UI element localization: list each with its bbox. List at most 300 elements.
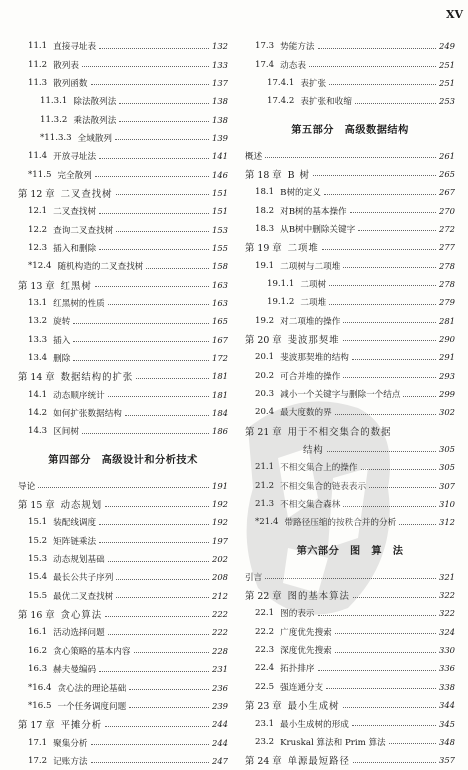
toc-section-entry	[245, 678, 455, 696]
toc-section-entry	[245, 477, 455, 495]
page-ref: 357	[439, 755, 455, 766]
part-heading: 第五部分 高级数据结构	[291, 124, 409, 136]
dot-leader	[352, 359, 436, 360]
page-ref: 344	[439, 700, 455, 711]
dot-leader	[329, 304, 436, 305]
toc-section-entry	[18, 37, 228, 55]
dot-leader	[146, 268, 209, 269]
page-ref: 158	[212, 261, 228, 272]
page-ref: 330	[439, 645, 455, 656]
section-title: 二项树	[300, 279, 327, 290]
dot-leader	[115, 139, 209, 140]
toc-section-entry	[245, 659, 455, 677]
toc-section-entry	[18, 550, 228, 568]
chapter-number: 第 23 章	[245, 701, 282, 713]
page-ref: 278	[439, 278, 455, 289]
page-ref: 299	[439, 389, 455, 400]
section-title: B树的定义	[280, 188, 321, 199]
page-ref: 153	[212, 224, 228, 235]
section-number: 18.3	[255, 223, 275, 234]
dot-leader	[399, 524, 436, 525]
page-ref: 228	[212, 645, 228, 656]
section-number: 21.1	[255, 462, 275, 473]
section-number: 19.1	[255, 260, 275, 271]
page-ref: 345	[439, 718, 455, 729]
dot-leader	[119, 121, 209, 122]
toc-chapter-entry	[245, 422, 455, 440]
dot-leader	[116, 194, 209, 195]
section-number: 17.2	[28, 755, 48, 766]
chapter-title: 动态规划	[60, 500, 103, 512]
chapter-title: 红黑树	[60, 280, 92, 292]
toc-section-entry	[18, 312, 228, 330]
toc-section-entry	[245, 568, 455, 586]
section-number: 17.4.1	[267, 77, 295, 88]
dot-leader	[326, 688, 436, 689]
toc-section-entry	[245, 403, 455, 421]
toc-right-column	[245, 37, 455, 769]
dot-leader	[136, 378, 209, 379]
page-ref: 244	[212, 737, 228, 748]
page-ref: 251	[439, 59, 455, 70]
section-title: 不相交集合的链表表示	[280, 481, 367, 492]
dot-leader	[129, 707, 209, 708]
page-ref: 278	[439, 260, 455, 271]
section-number: 13.1	[28, 297, 48, 308]
section-number: *21.4	[255, 517, 279, 528]
dot-leader	[91, 744, 209, 745]
chapter-title: 最小生成树	[287, 701, 340, 713]
section-number: *16.4	[28, 682, 52, 693]
chapter-title: 平摊分析	[60, 720, 103, 732]
section-title: 全域散列	[77, 133, 113, 144]
section-title: 对二项堆的操作	[280, 316, 341, 327]
page-ref: 305	[439, 444, 455, 455]
section-title: 拓扑排序	[280, 664, 315, 675]
section-title: 强连通分支	[280, 682, 324, 693]
dot-leader	[318, 48, 436, 49]
dot-leader	[105, 616, 209, 617]
toc-chapter-entry	[18, 605, 228, 623]
toc-section-entry	[245, 201, 455, 219]
section-title: 减小一个关键字与删除一个结点	[280, 390, 401, 401]
section-title: 聚集分析	[53, 738, 88, 749]
section-number: 14.2	[28, 408, 48, 419]
dot-leader	[313, 175, 436, 176]
section-title: 贪心策略的基本内容	[53, 646, 131, 657]
section-title: 插入和删除	[53, 243, 97, 254]
section-title: 动态表	[280, 60, 306, 71]
toc-chapter-entry	[245, 751, 455, 769]
page-ref: 338	[439, 681, 455, 692]
toc-section-entry	[18, 623, 228, 641]
section-title: 斐波那契堆的结构	[280, 353, 349, 364]
dot-leader	[108, 634, 209, 635]
chapter-title: 斐波那契堆	[287, 334, 340, 346]
page-ref: 155	[212, 242, 228, 253]
section-number: 13.4	[28, 353, 48, 364]
section-title: 散列表	[53, 60, 79, 71]
dot-leader	[343, 707, 436, 708]
page-ref: 184	[212, 408, 228, 419]
toc-section-entry	[245, 256, 455, 274]
section-title: 二项堆	[300, 298, 327, 309]
chapter-number: 第 19 章	[245, 243, 282, 255]
dot-leader	[265, 578, 436, 579]
toc-section-entry	[18, 92, 228, 110]
dot-leader	[343, 322, 436, 323]
dot-leader	[335, 652, 436, 653]
toc-chapter-entry	[18, 275, 228, 293]
section-number: 17.4.2	[267, 96, 295, 107]
dot-leader	[99, 213, 209, 214]
page-ref: 222	[212, 609, 228, 620]
page-ref: 132	[212, 41, 228, 52]
page-ref: 208	[212, 572, 228, 583]
dot-leader	[38, 487, 209, 488]
page-ref: 151	[212, 206, 228, 217]
dot-leader	[116, 231, 209, 232]
page-ref: 186	[212, 426, 228, 437]
section-title: 图的表示	[280, 609, 315, 620]
section-number: 19.1.2	[267, 297, 295, 308]
section-title: 随机构造的二叉查找树	[57, 262, 144, 273]
toc-section-entry	[18, 147, 228, 165]
page-ref: 172	[212, 353, 228, 364]
toc-section-entry	[18, 239, 228, 257]
dot-leader	[95, 286, 209, 287]
page-ref: 302	[439, 407, 455, 418]
toc-section-entry	[18, 220, 228, 238]
section-number: 17.1	[28, 737, 48, 748]
dot-leader	[353, 597, 436, 598]
page-ref: 165	[212, 316, 228, 327]
chapter-title: 贪心算法	[60, 610, 103, 622]
toc-section-entry	[18, 349, 228, 367]
page-ref: 133	[212, 59, 228, 70]
dot-leader	[343, 340, 436, 341]
chapter-title-continued: 结构	[303, 445, 324, 457]
page-ref: 251	[439, 77, 455, 88]
section-title: 表扩张和收缩	[300, 97, 352, 108]
toc-chapter-entry-continued	[245, 440, 455, 458]
section-number: 导论	[18, 481, 36, 492]
section-title: 最长公共子序列	[53, 573, 114, 584]
toc-section-entry	[18, 404, 228, 422]
dot-leader	[73, 341, 209, 342]
section-number: 15.3	[28, 554, 48, 565]
dot-leader	[352, 725, 436, 726]
section-number: 13.2	[28, 316, 48, 327]
section-title: 不相交集合上的操作	[280, 463, 358, 474]
dot-leader	[335, 414, 436, 415]
part-heading: 第六部分 图 算 法	[296, 546, 404, 558]
toc-section-entry	[245, 458, 455, 476]
page-ref: 293	[439, 370, 455, 381]
toc-section-entry	[245, 367, 455, 385]
section-number: 引言	[245, 572, 263, 583]
dot-leader	[327, 451, 436, 452]
dot-leader	[99, 48, 209, 49]
section-number: 12.2	[28, 224, 48, 235]
section-title: 直接寻址表	[53, 42, 97, 53]
page-ref: 270	[439, 205, 455, 216]
section-title: 查询二叉查找树	[53, 225, 114, 236]
toc-section-entry	[245, 92, 455, 110]
page-ref: 305	[439, 462, 455, 473]
section-title: 乘法散列法	[73, 115, 117, 126]
toc-section-entry	[18, 678, 228, 696]
section-title: Kruskal 算法和 Prim 算法	[280, 737, 386, 748]
section-title: 最大度数的界	[280, 408, 332, 419]
page-ref: 244	[212, 719, 228, 730]
section-number: 20.3	[255, 389, 275, 400]
page-ref: 307	[439, 480, 455, 491]
page-ref: 322	[439, 608, 455, 619]
section-number: 22.3	[255, 645, 275, 656]
chapter-number: 第 15 章	[18, 500, 55, 512]
dot-leader	[82, 66, 209, 67]
toc-section-entry	[18, 587, 228, 605]
toc-chapter-entry	[245, 165, 455, 183]
dot-leader	[309, 66, 436, 67]
dot-leader	[129, 689, 209, 690]
dot-leader	[99, 542, 209, 543]
section-title: 深度优先搜索	[280, 646, 332, 657]
toc-chapter-entry	[245, 696, 455, 714]
dot-leader	[343, 506, 436, 507]
dot-leader	[355, 103, 436, 104]
dot-leader	[265, 157, 436, 158]
page-ref: 141	[212, 151, 228, 162]
page-ref: 167	[212, 334, 228, 345]
dot-leader	[361, 469, 437, 470]
section-title: 如何扩张数据结构	[53, 409, 122, 420]
section-number: 12.1	[28, 206, 48, 217]
section-number: *11.3.3	[40, 132, 72, 143]
section-title: 开放寻址法	[53, 152, 97, 163]
toc-section-entry	[18, 74, 228, 92]
dot-leader	[324, 194, 436, 195]
section-title: 记账方法	[53, 756, 88, 767]
toc-section-entry	[245, 641, 455, 659]
page-ref: 202	[212, 554, 228, 565]
section-number: 15.2	[28, 535, 48, 546]
page-ref: 322	[439, 590, 455, 601]
section-number: 20.1	[255, 352, 275, 363]
toc-section-entry	[18, 697, 228, 715]
toc-section-entry	[18, 660, 228, 678]
page-ref: 146	[212, 169, 228, 180]
toc-section-entry	[245, 220, 455, 238]
toc-section-entry	[18, 386, 228, 404]
chapter-title: 单源最短路径	[287, 756, 350, 768]
section-number: 22.4	[255, 663, 275, 674]
toc-section-entry	[18, 752, 228, 770]
section-number: 21.2	[255, 480, 275, 491]
section-number: 11.3.1	[40, 96, 68, 107]
page-ref: 138	[212, 96, 228, 107]
dot-leader	[322, 249, 436, 250]
section-number: *11.5	[28, 169, 52, 180]
dot-leader	[119, 103, 209, 104]
toc-section-entry	[245, 74, 455, 92]
dot-leader	[369, 487, 436, 488]
toc-section-entry	[245, 495, 455, 513]
toc-section-entry	[245, 275, 455, 293]
toc-section-entry	[245, 37, 455, 55]
dot-leader	[99, 158, 209, 159]
chapter-title: 二项堆	[287, 243, 319, 255]
section-title: 动态规划基础	[53, 555, 105, 566]
chapter-title: B 树	[287, 169, 310, 181]
section-title: 不相交集合森林	[280, 500, 341, 511]
dot-leader	[99, 524, 209, 525]
section-number: 20.4	[255, 407, 275, 418]
dot-leader	[82, 433, 209, 434]
dot-leader	[318, 615, 436, 616]
toc-section-entry	[18, 568, 228, 586]
dot-leader	[403, 396, 436, 397]
chapter-number: 第 16 章	[18, 610, 55, 622]
section-number: 22.2	[255, 626, 275, 637]
page-ref: 290	[439, 333, 455, 344]
dot-leader	[105, 506, 209, 507]
page-ref: 139	[212, 132, 228, 143]
dot-leader	[108, 561, 209, 562]
page-ref: 321	[439, 571, 455, 582]
chapter-number: 第 18 章	[245, 169, 282, 181]
page-ref: 247	[212, 755, 228, 766]
page-ref: 336	[439, 663, 455, 674]
section-title: 表扩张	[300, 78, 327, 89]
page-ref: 279	[439, 297, 455, 308]
section-title: 矩阵链乘法	[53, 536, 97, 547]
dot-leader	[350, 212, 436, 213]
section-number: 12.3	[28, 242, 48, 253]
chapter-number: 第 12 章	[18, 188, 55, 200]
page-ref: 212	[212, 590, 228, 601]
page-ref: 249	[439, 41, 455, 52]
toc-chapter-entry	[245, 586, 455, 604]
section-number: 15.4	[28, 572, 48, 583]
page-ref: 312	[439, 517, 455, 528]
section-title: 删除	[53, 354, 71, 365]
page-ref: 192	[212, 517, 228, 528]
dot-leader	[329, 84, 436, 85]
dot-leader	[105, 726, 209, 727]
chapter-number: 第 20 章	[245, 334, 282, 346]
page-ref: 281	[439, 315, 455, 326]
section-number: 20.2	[255, 370, 275, 381]
section-title: 从B树中删除关键字	[280, 224, 356, 235]
page-ref: 181	[212, 371, 228, 382]
page-ref: 272	[439, 223, 455, 234]
page-ref: 261	[439, 150, 455, 161]
chapter-title: 用于不相交集合的数据	[287, 426, 392, 438]
section-title: 装配线调度	[53, 518, 97, 529]
dot-leader	[95, 176, 209, 177]
toc-section-entry	[18, 642, 228, 660]
dot-leader	[73, 360, 209, 361]
toc-chapter-entry	[245, 330, 455, 348]
chapter-title: 数据结构的扩张	[60, 372, 134, 384]
dot-leader	[116, 579, 209, 580]
dot-leader	[353, 762, 436, 763]
page-ref: 236	[212, 682, 228, 693]
toc-chapter-entry	[18, 495, 228, 513]
toc-left-column	[18, 37, 228, 770]
section-title: 对B树的基本操作	[280, 206, 347, 217]
section-number: 11.4	[28, 151, 48, 162]
section-number: 22.5	[255, 681, 275, 692]
section-number: 19.1.1	[267, 278, 295, 289]
dot-leader	[99, 249, 209, 250]
toc-section-entry	[245, 513, 455, 531]
section-number: 17.4	[255, 59, 275, 70]
section-number: 11.3	[28, 77, 48, 88]
toc-section-entry	[18, 422, 228, 440]
section-title: 可合并堆的操作	[280, 371, 341, 382]
toc-section-entry	[245, 293, 455, 311]
page-ref: 231	[212, 664, 228, 675]
section-title: 一个任务调度问题	[57, 701, 127, 712]
page-ref: 181	[212, 389, 228, 400]
section-title: 动态顺序统计	[53, 390, 105, 401]
section-title: 散列函数	[53, 78, 88, 89]
section-number: *12.4	[28, 261, 52, 272]
toc-chapter-entry	[18, 184, 228, 202]
toc-section-entry	[245, 348, 455, 366]
toc-section-entry	[18, 513, 228, 531]
chapter-number: 第 22 章	[245, 591, 282, 603]
section-number: 14.1	[28, 389, 48, 400]
section-number: 16.3	[28, 664, 48, 675]
dot-leader	[389, 743, 436, 744]
section-title: 势能方法	[280, 42, 315, 53]
section-title: 带路径压缩的按秩合并的分析	[284, 518, 397, 529]
section-title: 活动选择问题	[53, 628, 105, 639]
toc-section-entry	[18, 532, 228, 550]
dot-leader	[329, 285, 436, 286]
section-number: 11.1	[28, 41, 48, 52]
toc-section-entry	[18, 331, 228, 349]
dot-leader	[91, 762, 209, 763]
section-number: 16.1	[28, 627, 48, 638]
chapter-title: 图的基本算法	[287, 591, 350, 603]
section-number: 23.2	[255, 736, 275, 747]
page-ref: 151	[212, 187, 228, 198]
page-ref: 265	[439, 168, 455, 179]
section-number: 18.2	[255, 205, 275, 216]
chapter-number: 第 17 章	[18, 720, 55, 732]
page-number: XV	[446, 8, 464, 21]
toc-section-entry	[18, 110, 228, 128]
page-ref: 277	[439, 242, 455, 253]
toc-section-entry	[245, 183, 455, 201]
section-title: 红黑树的性质	[53, 298, 105, 309]
chapter-number: 第 21 章	[245, 426, 282, 438]
section-title: 最优二叉查找树	[53, 591, 114, 602]
page-ref: 222	[212, 627, 228, 638]
toc-section-entry	[18, 257, 228, 275]
page-ref: 324	[439, 626, 455, 637]
section-number: *16.5	[28, 700, 52, 711]
dot-leader	[108, 304, 209, 305]
toc-section-entry	[245, 733, 455, 751]
chapter-number: 第 24 章	[245, 756, 282, 768]
section-number: 15.5	[28, 590, 48, 601]
